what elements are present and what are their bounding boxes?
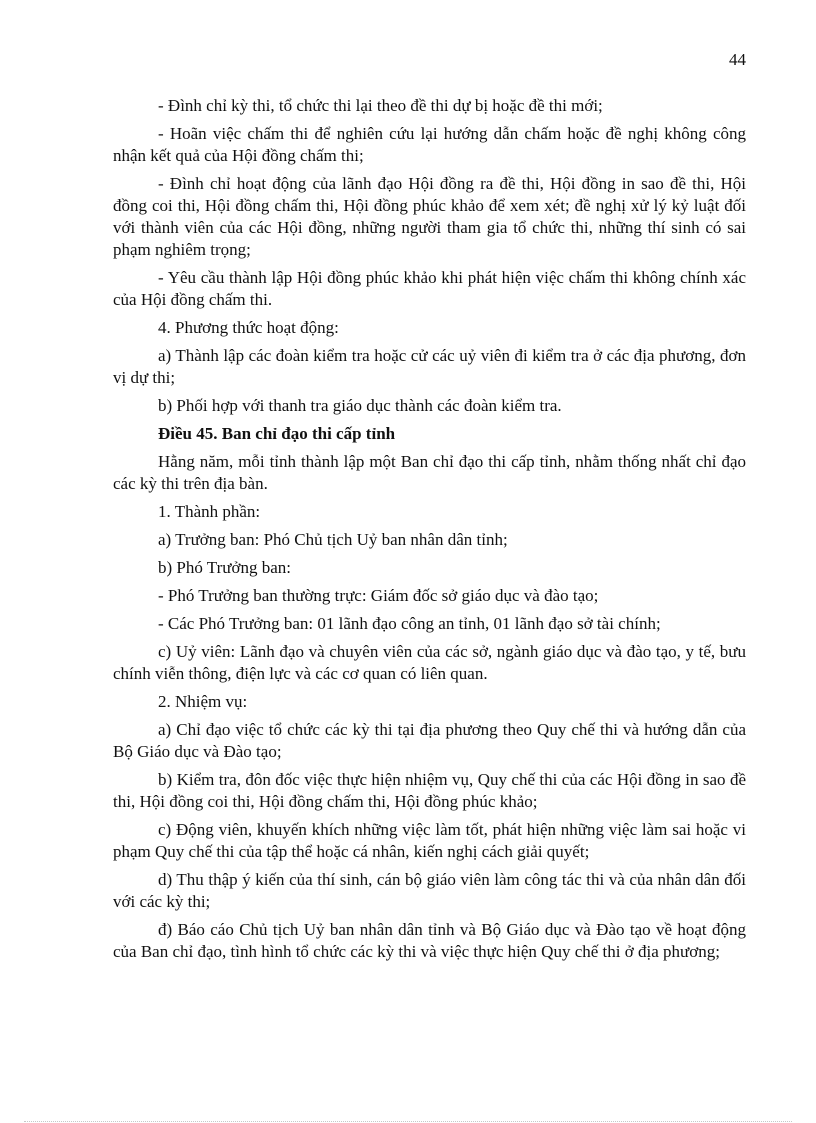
paragraph-coordinate-inspection: b) Phối hợp với thanh tra giáo dục thành các đoàn kiểm tra.	[158, 396, 562, 415]
paragraph-request-review-council: - Yêu cầu thành lập Hội đồng phúc khảo khi phát hiện việc chấm thi không chính xác của Hội đồng chấm thi.	[113, 268, 746, 309]
paragraph-duty-collect-feedback: d) Thu thập ý kiến của thí sinh, cán bộ giáo viên làm công tác thi và của nhân dân đối với các kỳ thi;	[113, 870, 746, 911]
paragraph-duty-encourage: c) Động viên, khuyến khích những việc làm tốt, phát hiện những việc làm sai hoặc vi phạm Quy chế thi của tập thể hoặc cá nhân, kiến nghị cách giải quyết;	[113, 820, 746, 861]
paragraph-duties-heading: 2. Nhiệm vụ:	[158, 692, 248, 711]
paragraph-suspend-council-leadership: - Đình chỉ hoạt động của lãnh đạo Hội đồng ra đề thi, Hội đồng in sao đề thi, Hội đồng coi thi, Hội đồng chấm thi, Hội đồng phúc khảo để xem xét; đề nghị xử lý kỷ luật đối với thành viên của các Hội đồng, những người tham gia tổ chức thi, những thí sinh có sai phạm nghiêm trọng;	[113, 174, 746, 259]
paragraph-deputy-heads: b) Phó Trưởng ban:	[158, 558, 291, 577]
page-number: 44	[729, 50, 746, 69]
paragraph-duty-report: đ) Báo cáo Chủ tịch Uỷ ban nhân dân tỉnh và Bộ Giáo dục và Đào tạo về hoạt động của Ban chỉ đạo, tình hình tổ chức các kỳ thi và việc thực hiện Quy chế thi ở địa phương;	[113, 920, 746, 961]
paragraph-suspend-exam: - Đình chỉ kỳ thi, tổ chức thi lại theo đề thi dự bị hoặc đề thi mới;	[158, 96, 603, 115]
paragraph-postpone-grading: - Hoãn việc chấm thi để nghiên cứu lại hướng dẫn chấm hoặc đề nghị không công nhận kết quả của Hội đồng chấm thi;	[113, 124, 746, 165]
paragraph-head-of-board: a) Trưởng ban: Phó Chủ tịch Uỷ ban nhân dân tỉnh;	[158, 530, 508, 549]
paragraph-operation-method-heading: 4. Phương thức hoạt động:	[158, 318, 339, 337]
paragraph-standing-deputy: - Phó Trưởng ban thường trực: Giám đốc sở giáo dục và đào tạo;	[158, 586, 599, 605]
article-45-heading: Điều 45. Ban chỉ đạo thi cấp tỉnh	[158, 424, 396, 443]
paragraph-composition-heading: 1. Thành phần:	[158, 502, 261, 521]
paragraph-annual-steering-board: Hằng năm, mỗi tỉnh thành lập một Ban chỉ đạo thi cấp tỉnh, nhằm thống nhất chỉ đạo các kỳ thi trên địa bàn.	[113, 452, 746, 493]
paragraph-duty-direct-exams: a) Chỉ đạo việc tổ chức các kỳ thi tại địa phương theo Quy chế thi và hướng dẫn của Bộ Giáo dục và Đào tạo;	[113, 720, 746, 761]
page-bottom-divider	[24, 1121, 792, 1122]
paragraph-duty-inspect: b) Kiểm tra, đôn đốc việc thực hiện nhiệm vụ, Quy chế thi của các Hội đồng in sao đề thi, Hội đồng coi thi, Hội đồng chấm thi, Hội đồng phúc khảo;	[113, 770, 746, 811]
paragraph-members: c) Uỷ viên: Lãnh đạo và chuyên viên của các sở, ngành giáo dục và đào tạo, y tế, bưu chính viễn thông, điện lực và các cơ quan có liên quan.	[113, 642, 746, 683]
paragraph-inspection-teams: a) Thành lập các đoàn kiểm tra hoặc cử các uỷ viên đi kiểm tra ở các địa phương, đơn vị dự thi;	[113, 346, 746, 387]
document-body	[113, 95, 746, 969]
paragraph-other-deputies: - Các Phó Trưởng ban: 01 lãnh đạo công an tỉnh, 01 lãnh đạo sở tài chính;	[158, 614, 661, 633]
